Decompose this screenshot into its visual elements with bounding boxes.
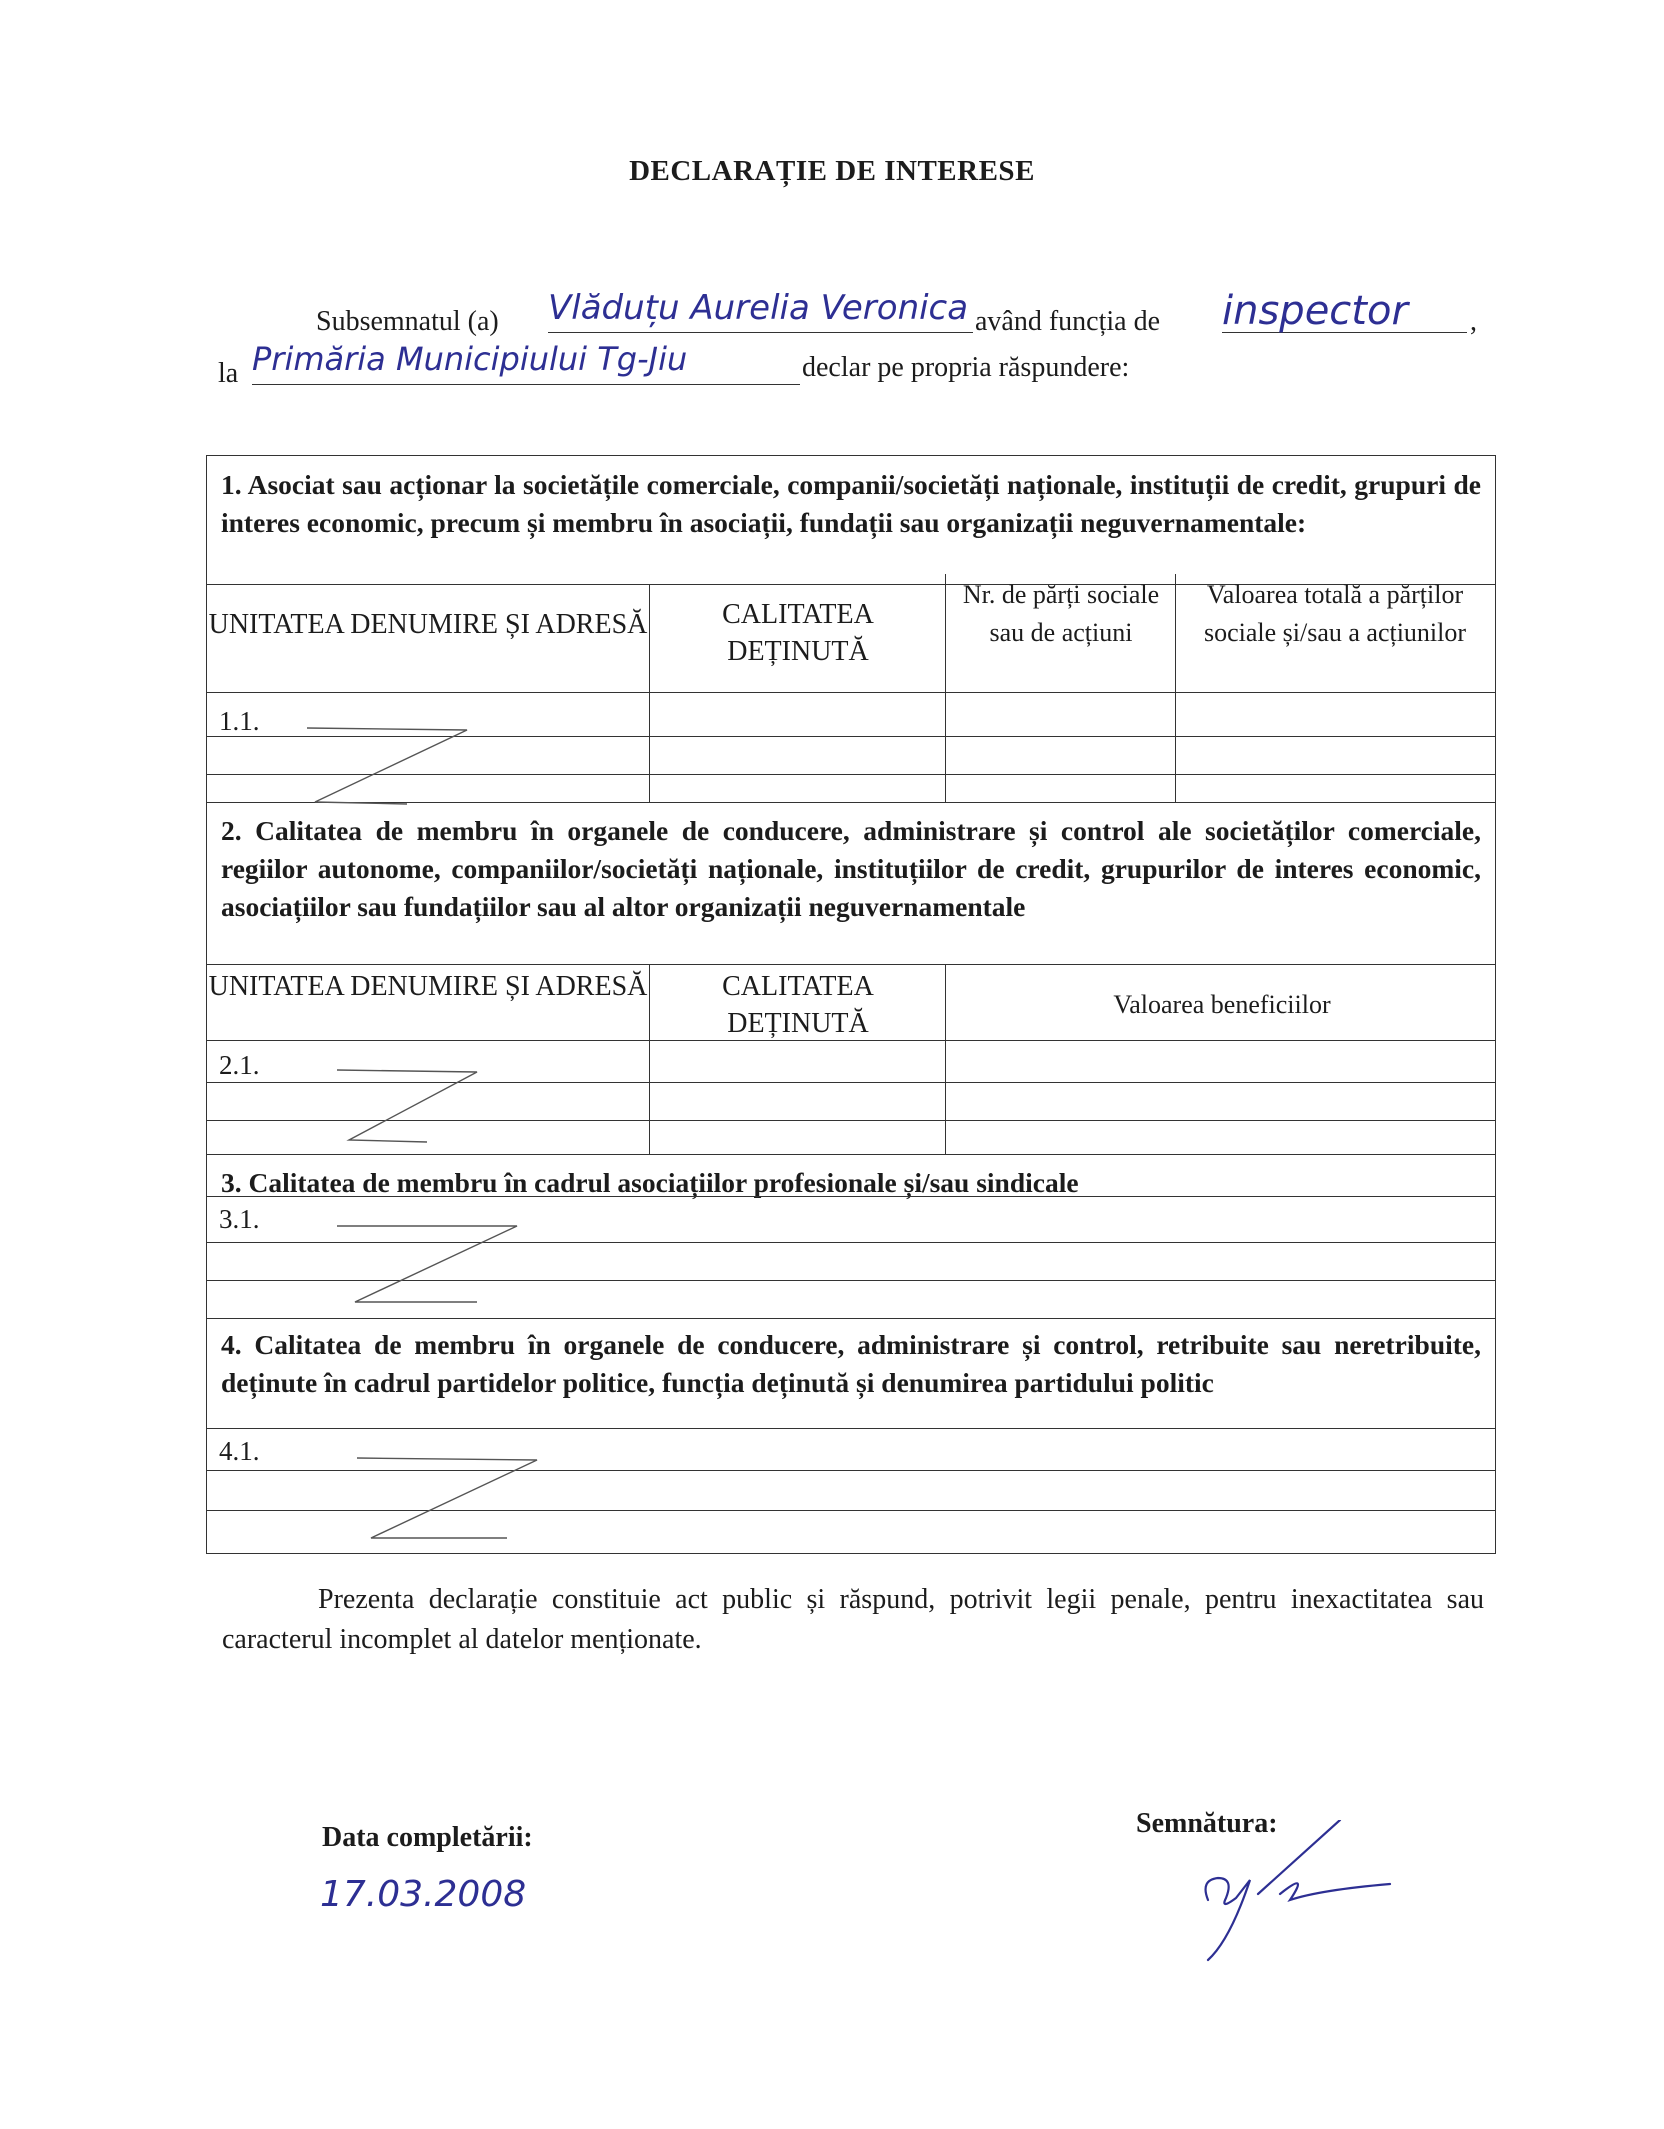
strike-mark-icon <box>297 718 477 808</box>
row-1-1-label: 1.1. <box>219 706 260 736</box>
s1-col-calitatea: CALITATEA DEȚINUTĂ <box>722 599 874 667</box>
function-field[interactable] <box>1222 288 1467 333</box>
subsemnatul-label: Subsemnatul (a) <box>316 306 499 337</box>
public-act-statement: Prezenta declarație constituie act public și răspund, potrivit legii penale, pentru inexactitatea sau caracterul incomplet al datelor menționate. <box>222 1584 1484 1655</box>
function-label: având funcția de <box>975 306 1161 337</box>
section-1-heading: 1. Asociat sau acționar la societățile comerciale, companii/societăți naționale, instituții de credit, grupuri de interes economic, precum și membru în asociații, fundații sau organizații neguvernamentale: <box>221 469 1481 538</box>
strike-mark-icon <box>347 1446 547 1546</box>
signature-icon <box>1190 1820 1410 1970</box>
s1-col-unitatea: UNITATEA DENUMIRE ȘI ADRESĂ <box>208 609 648 640</box>
section-4-heading: 4. Calitatea de membru în organele de conducere, administrare și control, retribuite sau neretribuite, deținute în cadrul partidelor politice, funcția deținută și denumirea partidului politic <box>221 1329 1481 1398</box>
date-label: Data completării: <box>322 1822 533 1853</box>
signature-label: Semnătura: <box>1136 1808 1278 1839</box>
institution-field[interactable] <box>252 340 800 385</box>
section-3-heading: 3. Calitatea de membru în cadrul asociațiilor profesionale și/sau sindicale <box>221 1167 1079 1198</box>
row-3-1-label: 3.1. <box>219 1204 260 1234</box>
function-value: inspector <box>1222 288 1408 334</box>
name-value: Vlăduțu Aurelia Veronica <box>548 288 969 328</box>
date-value: 17.03.2008 <box>320 1874 527 1915</box>
name-field[interactable] <box>548 288 973 333</box>
s2-col-unitatea: UNITATEA DENUMIRE ȘI ADRESĂ <box>208 971 648 1002</box>
row-2-1-label: 2.1. <box>219 1050 260 1080</box>
institution-value: Primăria Municipiului Tg-Jiu <box>252 340 688 378</box>
declar-label: declar pe propria răspundere: <box>802 352 1130 383</box>
row-4-1-label: 4.1. <box>219 1436 260 1466</box>
interests-table <box>206 455 1496 1554</box>
s2-col-calitatea: CALITATEA DEȚINUTĂ <box>722 971 874 1039</box>
s1-col-nr-parti: Nr. de părți sociale sau de acțiuni <box>962 580 1160 647</box>
s1-col-valoarea: Valoarea totală a părților sociale și/sau a acțiunilor <box>1203 580 1467 647</box>
section-2-heading: 2. Calitatea de membru în organele de conducere, administrare și control ale societăților comerciale, regiilor autonome, companiilor/societăți naționale, instituțiilor de credit, grupurilor de interes economic, asociațiilor sau fundațiilor sau al altor organizații neguvernamentale <box>221 815 1481 922</box>
la-label: la <box>218 358 239 389</box>
document-title: DECLARAȚIE DE INTERESE <box>629 155 1035 187</box>
strike-mark-icon <box>327 1214 527 1310</box>
declaration-page: DECLARAȚIE DE INTERESE Subsemnatul (a) Vlăduțu Aurelia Veronica având funcția de inspector , la Primăria Municipiului Tg-Jiu declar pe propria răspundere: 1. Asociat sau acționar la societățile comerciale, companii/societăți naționale, instituții de credit, grupuri de interes economic, precum și membru în asociații, fundații sau organizații neguvernamentale: UNITATEA DENUMIRE ȘI ADRESĂ CALITATEA DEȚINUTĂ Nr. de părți sociale sau de acțiuni Valoarea totală a părților sociale și/sau a acțiunilor 1.1. 2. Calitatea de membru în organele de conducere, administrare și control ale societăților comerciale, regiilor autonome, companiilor/societăți naționale, instituțiilor de credit, grupurilor de interes economic, asociațiilor sau fundațiilor sau al altor organizații neguvernamentale UNITATEA DENUMIRE ȘI ADRESĂ CALITATEA DEȚINUTĂ Valoarea beneficiilor 2.1. 3. Calitatea de membru în cadrul asociațiilor profesionale și/sau sindicale 3.1. 4. Calitatea de membru în organele de conducere, administrare și control, retribuite sau neretribuite, deținute în cadrul partidelor politice, funcția deținută și denumirea partidului politic 4.1. Prezenta declarație constituie act public și răspund, potrivit legii penale, pentru inexactitatea sau caracterul incomplet al datelor menționate. Data completării: 17.03.2008 Semnătura: <box>0 0 1664 2129</box>
strike-mark-icon <box>327 1060 487 1148</box>
s2-col-valoarea-beneficiilor: Valoarea beneficiilor <box>1113 990 1331 1019</box>
